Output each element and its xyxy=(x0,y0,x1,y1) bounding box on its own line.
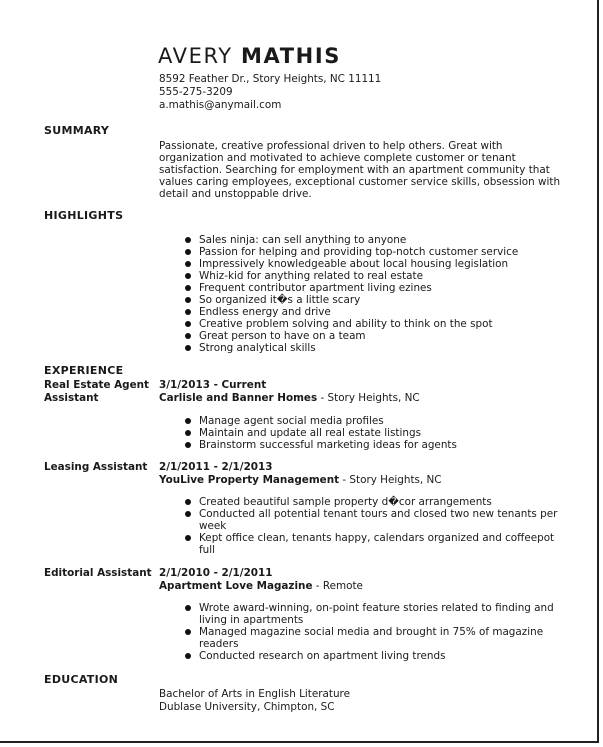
list-item: Frequent contributor apartment living ezines xyxy=(185,282,569,294)
list-item: Conducted all potential tenant tours and closed two new tenants per week xyxy=(185,508,569,532)
bullet-icon xyxy=(185,273,191,279)
degree: Bachelor of Arts in English Literature xyxy=(159,688,350,700)
summary-text: Passionate, creative professional driven to help others. Great with organization and motivated to achieve complete customer or tenant satisfaction. Searching for employment with an apartment community that values caring employees, exceptional customer service skills, obsession with detail and unstoppable drive. xyxy=(159,140,561,200)
list-item: Passion for helping and providing top-notch customer service xyxy=(185,246,569,258)
bullet-icon xyxy=(185,297,191,303)
job-company: Carlisle and Banner Homes xyxy=(159,392,318,404)
summary-heading: SUMMARY xyxy=(44,124,110,137)
bullet-icon xyxy=(185,418,191,424)
list-item: Managed magazine social media and brought in 75% of magazine readers xyxy=(185,626,569,650)
job-title: Leasing Assistant xyxy=(44,461,148,473)
job-location: - Story Heights, NC xyxy=(317,392,420,404)
bullet-icon xyxy=(185,442,191,448)
bullet-icon xyxy=(185,285,191,291)
bullet-icon xyxy=(185,249,191,255)
job-company: Apartment Love Magazine xyxy=(159,580,313,592)
candidate-name xyxy=(158,44,341,68)
highlights-heading: HIGHLIGHTS xyxy=(44,209,124,222)
job-header xyxy=(159,567,363,593)
contact-info xyxy=(159,73,381,112)
bullet-icon xyxy=(185,333,191,339)
bullet-icon xyxy=(185,430,191,436)
job-location: - Remote xyxy=(312,580,363,592)
list-item: Whiz-kid for anything related to real estate xyxy=(185,270,569,282)
bullet-icon xyxy=(185,653,191,659)
education-heading: EDUCATION xyxy=(44,673,119,686)
email: a.mathis@anymail.com xyxy=(159,99,282,111)
list-item: Impressively knowledgeable about local housing legislation xyxy=(185,258,569,270)
job-bullets xyxy=(185,496,569,556)
job-company: YouLive Property Management xyxy=(159,474,340,486)
bullet-icon xyxy=(185,629,191,635)
list-item: Sales ninja: can sell anything to anyone xyxy=(185,234,569,246)
job-dates: 2/1/2011 - 2/1/2013 xyxy=(159,461,273,473)
bullet-icon xyxy=(185,261,191,267)
list-item: Great person to have on a team xyxy=(185,330,569,342)
list-item: Created beautiful sample property d�cor arrangements xyxy=(185,496,569,508)
phone: 555-275-3209 xyxy=(159,86,233,98)
bullet-icon xyxy=(185,605,191,611)
list-item: Strong analytical skills xyxy=(185,342,569,354)
list-item: Kept office clean, tenants happy, calendars organized and coffeepot full xyxy=(185,532,569,556)
list-item: Maintain and update all real estate listings xyxy=(185,427,569,439)
job-header xyxy=(159,461,442,487)
list-item: Creative problem solving and ability to think on the spot xyxy=(185,318,569,330)
address: 8592 Feather Dr., Story Heights, NC 11111 xyxy=(159,73,382,85)
bullet-icon xyxy=(185,321,191,327)
experience-heading: EXPERIENCE xyxy=(44,364,124,377)
list-item: Wrote award-winning, on-point feature stories related to finding and living in apartments xyxy=(185,602,569,626)
list-item: So organized it�s a little scary xyxy=(185,294,569,306)
bullet-icon xyxy=(185,499,191,505)
bullet-icon xyxy=(185,237,191,243)
bullet-icon xyxy=(185,309,191,315)
job-title: Editorial Assistant xyxy=(44,567,152,579)
list-item: Manage agent social media profiles xyxy=(185,415,569,427)
job-title: Real Estate Agent Assistant xyxy=(44,379,150,404)
bullet-icon xyxy=(185,511,191,517)
education-details xyxy=(159,688,350,714)
list-item: Conducted research on apartment living trends xyxy=(185,650,569,662)
last-name: MATHIS xyxy=(241,44,341,68)
job-location: - Story Heights, NC xyxy=(339,474,442,486)
list-item: Brainstorm successful marketing ideas for agents xyxy=(185,439,569,451)
school: Dublase University, Chimpton, SC xyxy=(159,701,335,713)
job-bullets xyxy=(185,415,569,451)
first-name: AVERY xyxy=(158,44,233,68)
job-dates: 2/1/2010 - 2/1/2011 xyxy=(159,567,273,579)
bullet-icon xyxy=(185,345,191,351)
job-bullets xyxy=(185,602,569,662)
bullet-icon xyxy=(185,535,191,541)
job-dates: 3/1/2013 - Current xyxy=(159,379,267,391)
job-header xyxy=(159,379,420,405)
list-item: Endless energy and drive xyxy=(185,306,569,318)
highlights-list xyxy=(185,234,569,354)
